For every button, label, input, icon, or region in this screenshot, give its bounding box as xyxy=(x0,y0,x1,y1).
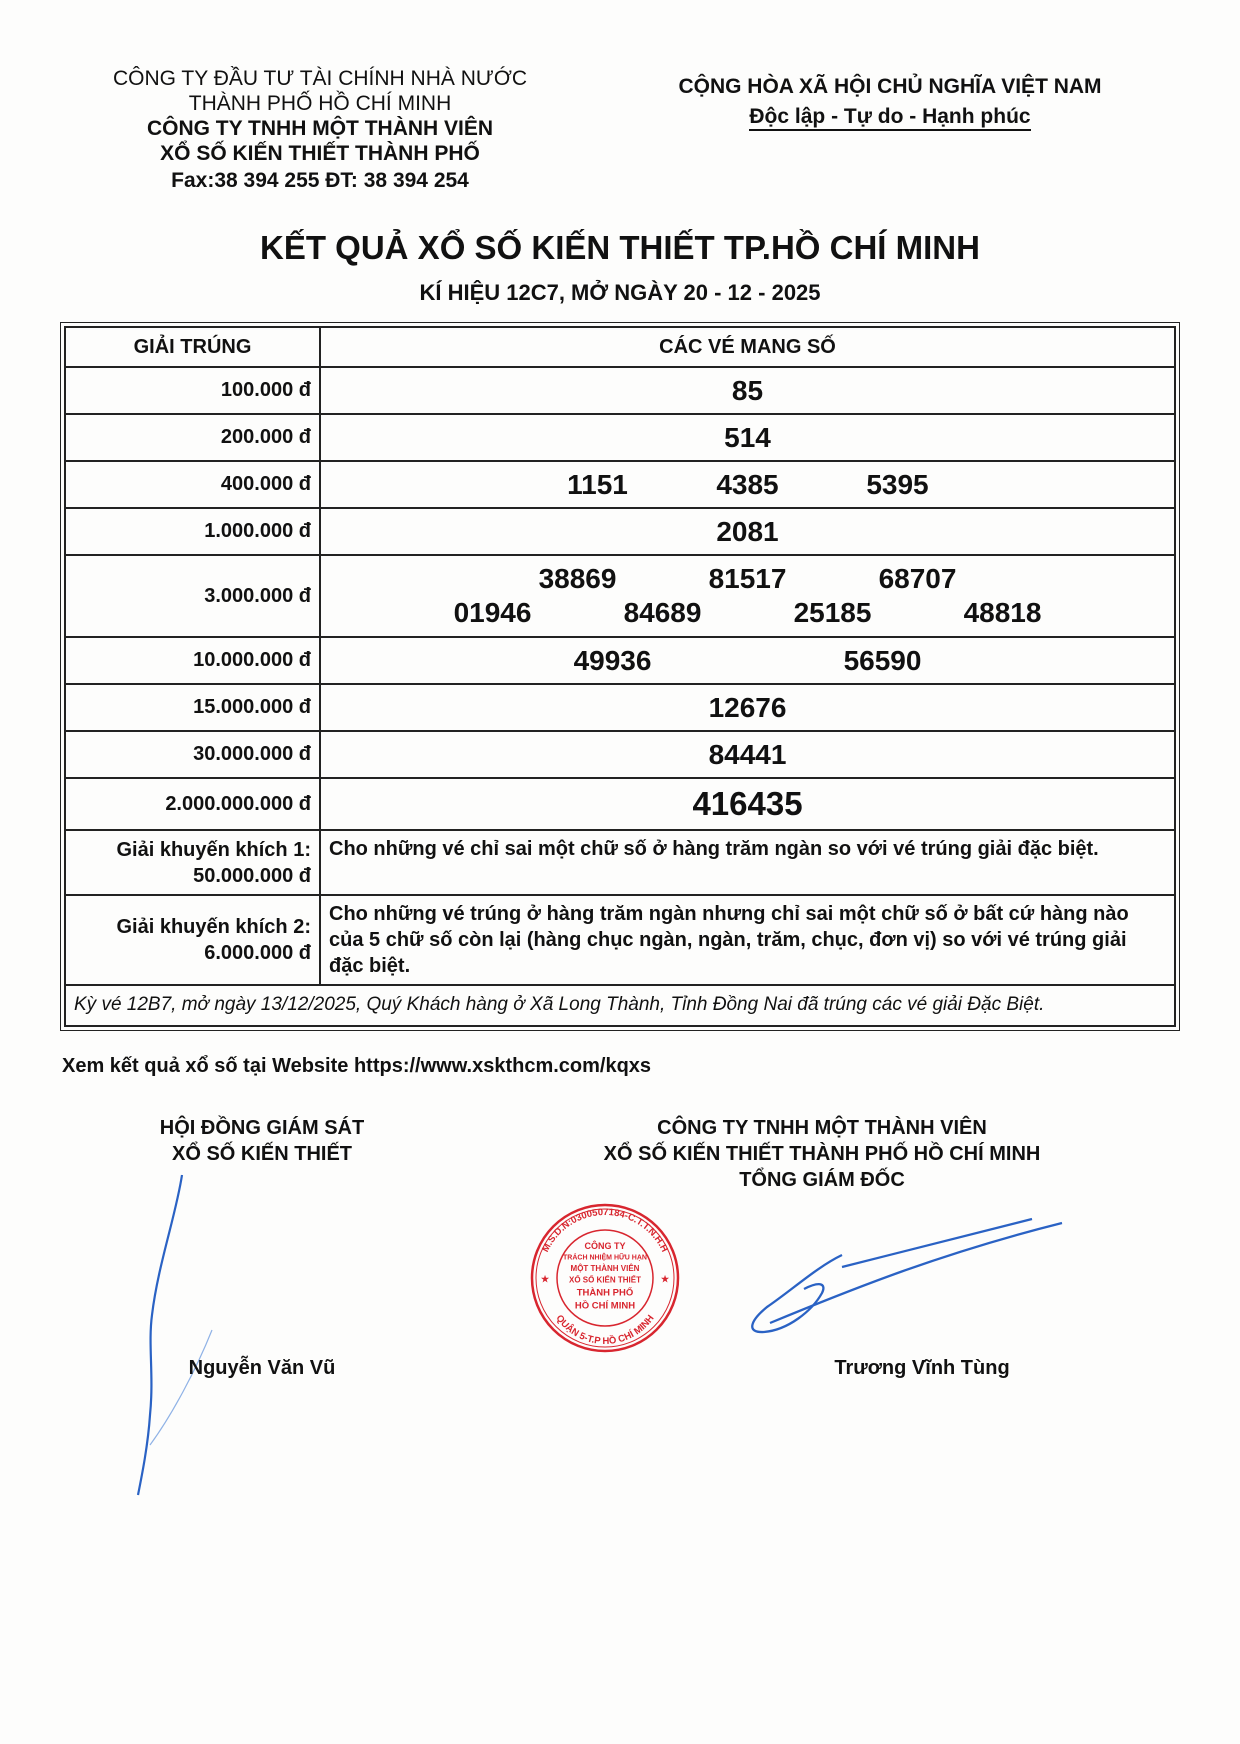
national-header xyxy=(610,72,1170,132)
seal-inner-text xyxy=(563,1240,647,1312)
signer-name-left: Nguyễn Văn Vũ xyxy=(188,1357,336,1379)
issuer-company-line2: XỔ SỐ KIẾN THIẾT THÀNH PHỐ xyxy=(160,142,480,165)
winning-number: 2081 xyxy=(716,515,779,547)
seal-inner-line: HỒ CHÍ MINH xyxy=(574,1300,636,1312)
website-line: Xem kết quả xổ số tại Website https://www.xskthcm.com/kqxs xyxy=(62,1055,652,1077)
prize-row xyxy=(65,367,1175,414)
company-signatory-title: TỔNG GIÁM ĐỐC xyxy=(739,1169,905,1191)
document-subtitle: KÍ HIỆU 12C7, MỞ NGÀY 20 - 12 - 2025 xyxy=(419,280,821,305)
issuer-parent-line2: THÀNH PHỐ HỒ CHÍ MINH xyxy=(188,92,452,115)
special-winning-numbers xyxy=(320,778,1175,830)
signature-left-stroke xyxy=(138,1175,182,1495)
special-winning-number: 416435 xyxy=(692,785,803,822)
company-seal-graphic xyxy=(530,1203,680,1353)
winning-number: 85 xyxy=(731,374,764,406)
seal-inner-line: MỘT THÀNH VIÊN xyxy=(570,1264,640,1273)
winning-number: 01946 xyxy=(453,597,532,628)
number-line xyxy=(321,596,1174,630)
seal-inner-line: CÔNG TY xyxy=(584,1241,626,1251)
number-line xyxy=(321,421,1174,455)
issuer-parent-line1: CÔNG TY ĐẦU TƯ TÀI CHÍNH NHÀ NƯỚC xyxy=(112,67,528,90)
company-signatory-line2: XỔ SỐ KIẾN THIẾT THÀNH PHỐ HỒ CHÍ MINH xyxy=(603,1143,1041,1165)
winning-numbers xyxy=(320,508,1175,555)
company-seal xyxy=(530,1203,680,1353)
winning-numbers xyxy=(320,461,1175,508)
winning-numbers xyxy=(320,367,1175,414)
prize-row xyxy=(65,637,1175,684)
prize-row xyxy=(65,555,1175,637)
results-table xyxy=(64,326,1176,1027)
winning-number: 25185 xyxy=(793,597,872,628)
consolation-description: Cho những vé chỉ sai một chữ số ở hàng trăm ngàn so với vé trúng giải đặc biệt. xyxy=(320,830,1175,895)
prize-amount: 30.000.000 đ xyxy=(65,731,320,778)
winning-number: 84441 xyxy=(708,738,787,770)
consolation-label: Giải khuyến khích 2: xyxy=(116,916,311,938)
seal-top-arc-text: M.S.D.N:0300507184-C.T.T.N.H.H xyxy=(540,1206,670,1254)
winning-number: 12676 xyxy=(708,691,787,723)
issuer-company-line1: CÔNG TY TNHH MỘT THÀNH VIÊN xyxy=(146,117,494,140)
winning-number: 38869 xyxy=(538,563,617,594)
issuer-contact: Fax:38 394 255 ĐT: 38 394 254 xyxy=(171,169,469,192)
number-line xyxy=(321,374,1174,408)
seal-inner-line: TRÁCH NHIỆM HỮU HẠN xyxy=(563,1254,647,1262)
prize-row xyxy=(65,731,1175,778)
consolation-description: Cho những vé trúng ở hàng trăm ngàn nhưng chỉ sai một chữ số ở bất cứ hàng nào của 5 chữ số còn lại (hàng chục ngàn, ngàn, trăm, chục, đơn vị) so với vé trúng giải đặc biệt. xyxy=(320,895,1175,985)
column-header-prize: GIẢI TRÚNG xyxy=(65,327,320,367)
consolation-amount: 50.000.000 đ xyxy=(193,865,311,887)
consolation-row xyxy=(65,830,1175,895)
winning-number: 5395 xyxy=(866,468,929,500)
winning-numbers xyxy=(320,414,1175,461)
winning-number: 68707 xyxy=(878,563,957,594)
consolation-prize xyxy=(65,830,320,895)
prize-amount: 200.000 đ xyxy=(65,414,320,461)
signature-right-stroke xyxy=(752,1219,1062,1332)
seal-inner-line: XỔ SỐ KIẾN THIẾT xyxy=(568,1275,642,1285)
winning-number: 48818 xyxy=(963,597,1042,628)
winning-number: 56590 xyxy=(843,644,922,676)
prize-amount: 1.000.000 đ xyxy=(65,508,320,555)
prize-row xyxy=(65,414,1175,461)
issuer-block xyxy=(40,66,600,193)
number-line xyxy=(321,738,1174,772)
document-title: KẾT QUẢ XỔ SỐ KIẾN THIẾT TP.HỒ CHÍ MINH xyxy=(260,229,980,266)
prize-row xyxy=(65,508,1175,555)
supervisory-board-line2: XỔ SỐ KIẾN THIẾT xyxy=(171,1143,353,1165)
table-header-row xyxy=(65,327,1175,367)
footer-section xyxy=(62,1053,1178,1535)
prize-amount: 100.000 đ xyxy=(65,367,320,414)
consolation-amount: 6.000.000 đ xyxy=(204,942,311,964)
consolation-label: Giải khuyến khích 1: xyxy=(116,839,311,861)
special-prize-amount: 2.000.000.000 đ xyxy=(65,778,320,830)
national-motto: Độc lập - Tự do - Hạnh phúc xyxy=(749,105,1030,131)
winning-numbers xyxy=(320,684,1175,731)
seal-star-left-icon: ★ xyxy=(540,1274,550,1284)
results-table-frame xyxy=(60,322,1180,1031)
number-line xyxy=(321,562,1174,596)
winning-numbers xyxy=(320,731,1175,778)
number-line xyxy=(321,468,1174,502)
winning-number: 49936 xyxy=(573,644,652,676)
winning-number: 84689 xyxy=(623,597,702,628)
consolation-prize xyxy=(65,895,320,985)
number-line xyxy=(321,644,1174,678)
signature-left-stroke-light xyxy=(150,1330,212,1445)
national-title: CỘNG HÒA XÃ HỘI CHỦ NGHĨA VIỆT NAM xyxy=(678,75,1102,98)
seal-star-right-icon: ★ xyxy=(660,1274,670,1284)
note-row xyxy=(65,985,1175,1026)
consolation-row xyxy=(65,895,1175,985)
supervisory-board-line1: HỘI ĐỒNG GIÁM SÁT xyxy=(159,1117,365,1139)
number-line xyxy=(321,515,1174,549)
seal-bottom-arc-text: QUẬN 5-T.P HỒ CHÍ MINH xyxy=(553,1312,657,1348)
column-header-numbers: CÁC VÉ MANG SỐ xyxy=(320,327,1175,367)
signature-row xyxy=(62,1115,1178,1535)
number-line xyxy=(321,787,1174,821)
number-line xyxy=(321,691,1174,725)
signer-name-right: Trương Vĩnh Tùng xyxy=(834,1357,1010,1379)
winning-numbers xyxy=(320,555,1175,637)
winning-number: 1151 xyxy=(567,468,628,500)
prize-row xyxy=(65,684,1175,731)
company-signatory-line1: CÔNG TY TNHH MỘT THÀNH VIÊN xyxy=(657,1117,987,1139)
winning-number: 4385 xyxy=(716,468,779,500)
prize-amount: 15.000.000 đ xyxy=(65,684,320,731)
seal-inner-line: THÀNH PHỐ xyxy=(576,1287,634,1299)
prize-amount: 400.000 đ xyxy=(65,461,320,508)
prize-amount: 3.000.000 đ xyxy=(65,555,320,637)
supervisory-board-block xyxy=(92,1115,432,1167)
winning-number: 514 xyxy=(724,421,771,453)
previous-winner-note: Kỳ vé 12B7, mở ngày 13/12/2025, Quý Khách hàng ở Xã Long Thành, Tỉnh Đồng Nai đã trúng các vé giải Đặc Biệt. xyxy=(65,985,1175,1026)
prize-row xyxy=(65,461,1175,508)
prize-amount: 10.000.000 đ xyxy=(65,637,320,684)
special-prize-row xyxy=(65,778,1175,830)
winning-number: 81517 xyxy=(708,563,787,594)
winning-numbers xyxy=(320,637,1175,684)
company-signatory-block xyxy=(502,1115,1142,1193)
